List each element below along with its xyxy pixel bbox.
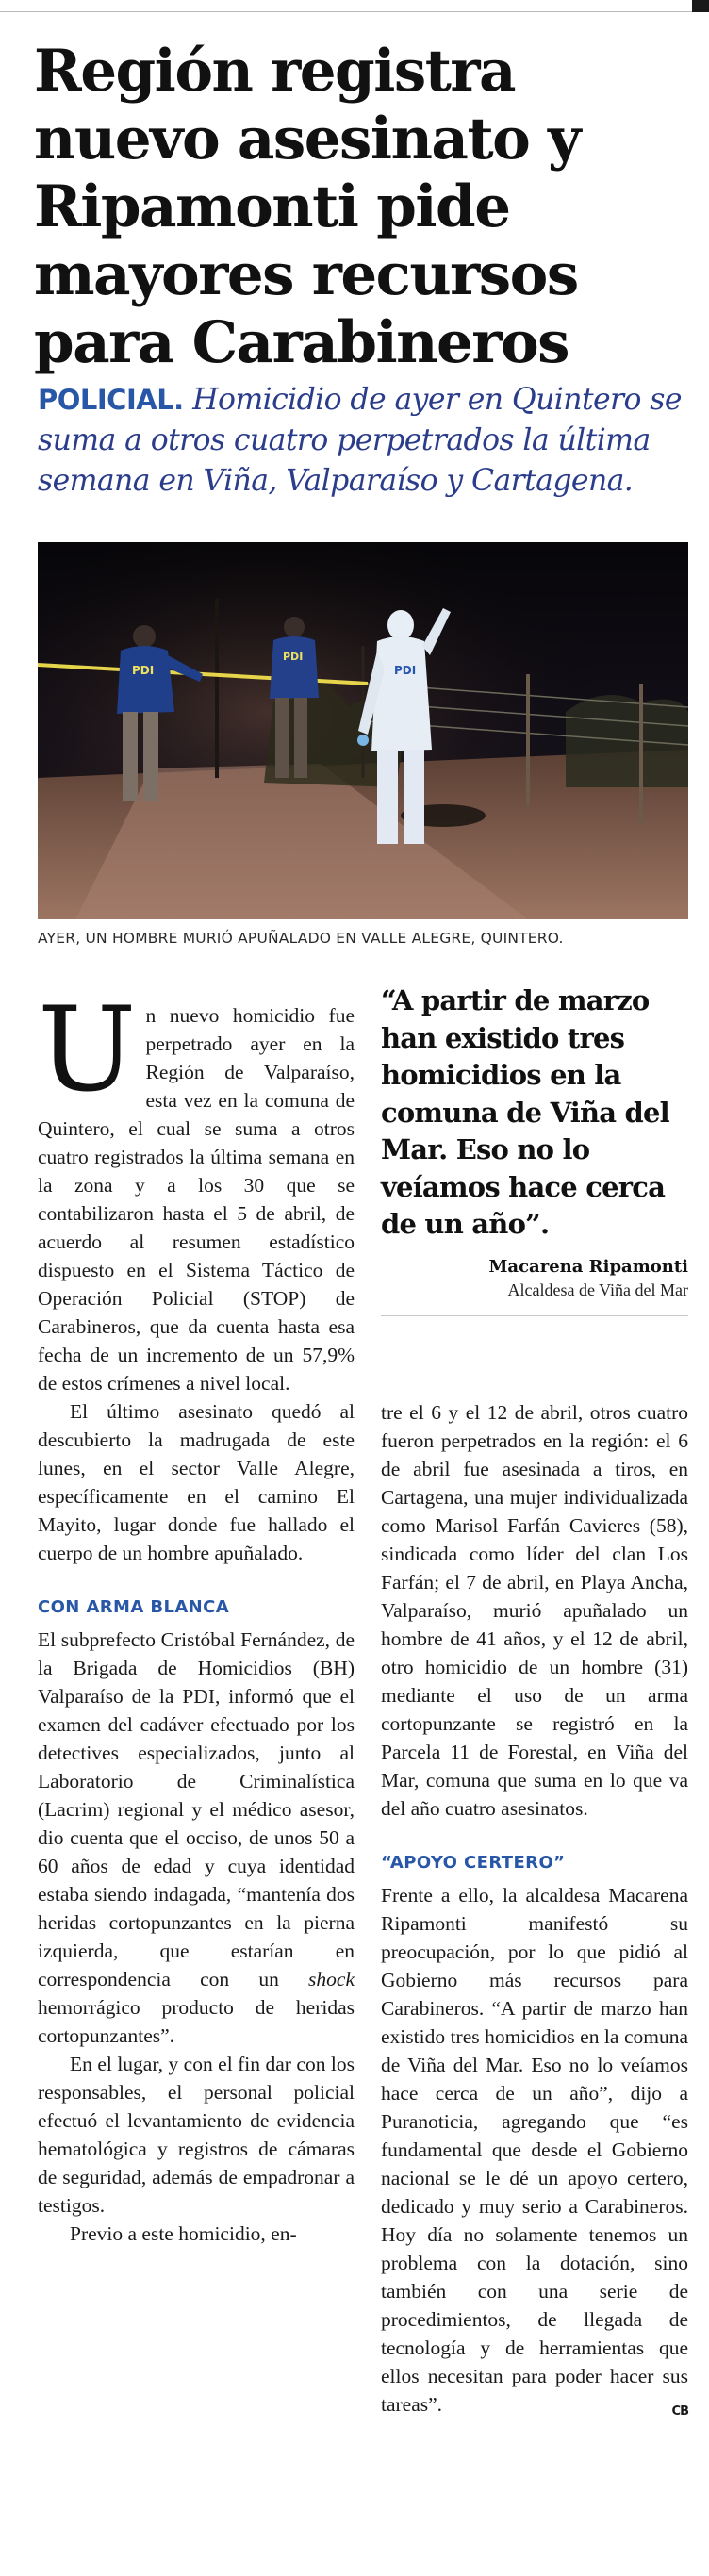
paragraph-6: tre el 6 y el 12 de abril, otros cuatro fueron perpetrados en la región: el 6 de abril fue asesinada a tiros, en Cartagena, una mujer individualizada como Marisol Farfán Cavieres (58), sindicada como líder del clan Los Farfán; el 7 de abril, en Playa Ancha, Valparaíso, murió apuñalado un hombre de 41 años, y el 12 de abril, otro homicidio de un hombre (31) mediante el uso de un arma cortopunzante se registró en la Parcela 11 de Forestal, en Viña del Mar, comuna que suma en lo que va del año cuatro asesinatos. <box>381 1401 688 1820</box>
page-top-bar <box>0 0 709 15</box>
paragraph-2: El último asesinato quedó al descubierto la madrugada de este lunes, en el sector Valle Alegre, específicamente en el camino El Mayito, lugar donde fue hallado el cuerpo de un hombre apuñalado. <box>38 1400 354 1564</box>
night-crime-scene-photo <box>38 542 688 919</box>
paragraph-7 <box>381 1881 688 2419</box>
paragraph-7-text: Frente a ello, la alcaldesa Macarena Ripamonti manifestó su preocupación, por lo que pidió al Gobierno más recursos para Carabineros. “A partir de marzo han existido tres homicidios en la comuna de Viña del Mar. Eso no lo veíamos hace cerca de un año”, dijo a Puranoticia, agregando que “es fundamental que desde el Gobierno nacional se le dé un apoyo certero, dedicado y muy serio a Carabineros. Hoy día no solamente tenemos un problema con la dotación, sino también con una serie de procedimientos, de llegada de tecnología y de herramientas que ellos necesitan para poder hacer sus tareas”. <box>381 1884 688 2416</box>
officer-left-badge: PDI <box>132 664 155 677</box>
paragraph-3 <box>38 1626 354 2050</box>
drop-cap: U <box>38 983 137 1118</box>
paragraph-5: Previo a este homicidio, en- <box>70 2222 297 2245</box>
officer-middle-badge: PDI <box>283 651 304 663</box>
article-column-left <box>38 983 354 2248</box>
pull-quote-name: Macarena Ripamonti <box>488 1256 688 1277</box>
pull-quote <box>381 983 688 1316</box>
paragraph-3-a: El subprefecto Cristóbal Fernández, de la Brigada de Homicidios (BH) Valparaíso de la PDI, informó que el examen del cadáver efectuado por los detectives especializados, junto al Laboratorio de Criminalística (Lacrim) regional y el médico asesor, dio cuenta que el occiso, de unos 50 a 60 años de edad y cuya identidad estaba siendo indagada, “mantenía dos heridas cortopunzantes en la pierna izquierda, que estarían en correspondencia con un <box>38 1628 354 1990</box>
photo-caption: AYER, UN HOMBRE MURIÓ APUÑALADO EN VALLE ALEGRE, QUINTERO. <box>38 930 564 947</box>
pull-quote-role: Alcaldesa de Viña del Mar <box>507 1280 688 1299</box>
paragraph-4: En el lugar, y con el fin dar con los responsables, el personal policial efectuó el levantamiento de evidencia hematológica y registros de cámaras de seguridad, además de empadronar a testigos. <box>38 2053 354 2217</box>
lead-paragraph <box>38 983 354 1397</box>
subhead-arma-blanca: CON ARMA BLANCA <box>38 1597 230 1617</box>
news-photo <box>38 542 688 919</box>
corner-mark <box>692 0 709 12</box>
pull-quote-rule <box>381 1315 688 1316</box>
article-column-right <box>381 1398 688 2426</box>
pull-quote-text: “A partir de marzo han existido tres homicidios en la comuna de Viña del Mar. Eso no lo veíamos hace cerca de un año”. <box>381 984 669 1240</box>
deck-text: Homicidio de ayer en Quintero se suma a otros cuatro perpetrados la última semana en Viña, Valparaíso y Cartagena. <box>38 383 682 498</box>
lead-text: n nuevo homicidio fue perpetrado ayer en la Región de Valparaíso, esta vez en la comuna de Quintero, el cual se suma a otros cuatro registrados la última semana en la zona y a los 30 que se contabilizaron hasta el 5 de abril, de acuerdo al resumen estadístico dispuesto en el Sistema Táctico de Operación Policial (STOP) de Carabineros, que da cuenta hasta esa fecha de un incremento de un 57,9% de estos crímenes a nivel local. <box>38 1004 354 1395</box>
top-rule <box>0 11 709 12</box>
end-mark-icon: CB <box>671 2404 688 2419</box>
headline: Región registra nuevo asesinato y Ripamonti pide mayores recursos para Carabineros <box>34 38 580 376</box>
forensic-badge: PDI <box>394 664 417 677</box>
deck <box>38 380 688 502</box>
paragraph-3-emphasis: shock <box>308 1968 354 1990</box>
subhead-apoyo-certero: “APOYO CERTERO” <box>381 1853 566 1873</box>
deck-kicker: POLICIAL. <box>38 384 184 416</box>
paragraph-3-b: hemorrágico producto de heridas cortopunzantes”. <box>38 1996 354 2047</box>
